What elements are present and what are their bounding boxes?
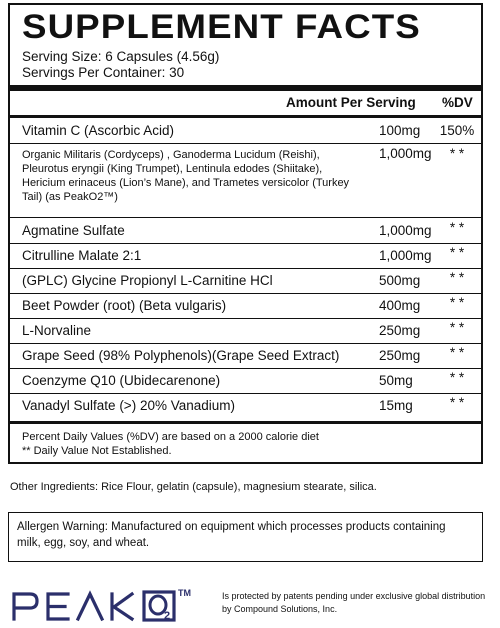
row-divider (10, 243, 481, 244)
ingredient-amount: 1,000mg (379, 248, 432, 263)
other-ingredients: Other Ingredients: Rice Flour, gelatin (capsule), magnesium stearate, silica. (10, 481, 377, 493)
serving-size: Serving Size: 6 Capsules (4.56g) (22, 49, 220, 64)
footnote-dv: Percent Daily Values (%DV) are based on a 2000 calorie diet (22, 431, 319, 443)
ingredient-amount: 500mg (379, 273, 421, 288)
ingredient-amount: 1,000mg (379, 223, 432, 238)
ingredient-name: Beet Powder (root) (Beta vulgaris) (22, 298, 227, 313)
ingredient-name: Citrulline Malate 2:1 (22, 248, 142, 263)
ingredient-amount: 100mg (379, 123, 421, 138)
header-dv: %DV (442, 95, 473, 110)
ingredient-name: Organic Militaris (Cordyceps) , Ganoderma Lucidum (Reishi), Pleurotus eryngii (King Trumpet), Lentinula edodes (Shiitake), Hericium erinaceus (Lion’s Mane), and Trametes versicolor (Turkey Tail) (as PeakO2™) (22, 149, 350, 203)
ingredient-dv: * * (449, 245, 465, 260)
ingredient-amount: 15mg (379, 398, 413, 413)
ingredient-dv: * * (449, 370, 465, 385)
ingredient-amount: 400mg (379, 298, 421, 313)
ingredient-name: Vanadyl Sulfate (>) 20% Vanadium) (22, 398, 235, 413)
header-amount: Amount Per Serving (286, 95, 416, 110)
row-divider (10, 217, 481, 218)
ingredient-name: Agmatine Sulfate (22, 223, 125, 238)
ingredient-name: (GPLC) Glycine Propionyl L-Carnitine HCl (22, 273, 273, 288)
ingredient-dv: * * (449, 220, 465, 235)
row-divider (10, 368, 481, 369)
row-divider (10, 268, 481, 269)
row-divider (10, 393, 481, 394)
divider-header (10, 115, 481, 118)
ingredient-dv: * * (449, 295, 465, 310)
ingredient-dv: * * (449, 395, 465, 410)
allergen-warning: Allergen Warning: Manufactured on equipment which processes products containing milk, egg, soy, and wheat. (17, 521, 446, 549)
ingredient-dv: * * (449, 270, 465, 285)
ingredient-dv: 150% (439, 123, 475, 138)
panel-title: SUPPLEMENT FACTS (22, 8, 421, 46)
ingredient-amount: 250mg (379, 348, 421, 363)
ingredient-name: L-Norvaline (22, 323, 92, 338)
ingredient-name: Grape Seed (98% Polyphenols)(Grape Seed Extract) (22, 348, 340, 363)
row-divider (10, 343, 481, 344)
allergen-box (8, 512, 483, 562)
svg-text:2: 2 (164, 610, 171, 622)
row-divider (10, 318, 481, 319)
divider-thick (10, 85, 481, 91)
servings-per-container: Servings Per Container: 30 (22, 65, 185, 80)
ingredient-amount: 50mg (379, 373, 413, 388)
patent-notice: Is protected by patents pending under exclusive global distribution by Compound Solutions, Inc. (222, 591, 486, 614)
row-divider (10, 293, 481, 294)
svg-text:TM: TM (178, 588, 191, 598)
ingredient-name: Coenzyme Q10 (Ubidecarenone) (22, 373, 221, 388)
ingredient-name: Vitamin C (Ascorbic Acid) (22, 123, 175, 138)
ingredient-dv: * * (449, 320, 465, 335)
ingredient-amount: 1,000mg (379, 146, 432, 161)
ingredient-dv: * * (449, 146, 465, 161)
row-divider (10, 143, 481, 144)
divider-footer (10, 421, 481, 424)
supplement-facts-panel (8, 3, 483, 464)
footnote-not-established: ** Daily Value Not Established. (22, 445, 172, 457)
ingredient-dv: * * (449, 345, 465, 360)
ingredient-amount: 250mg (379, 323, 421, 338)
peak-o2-logo (10, 586, 225, 622)
